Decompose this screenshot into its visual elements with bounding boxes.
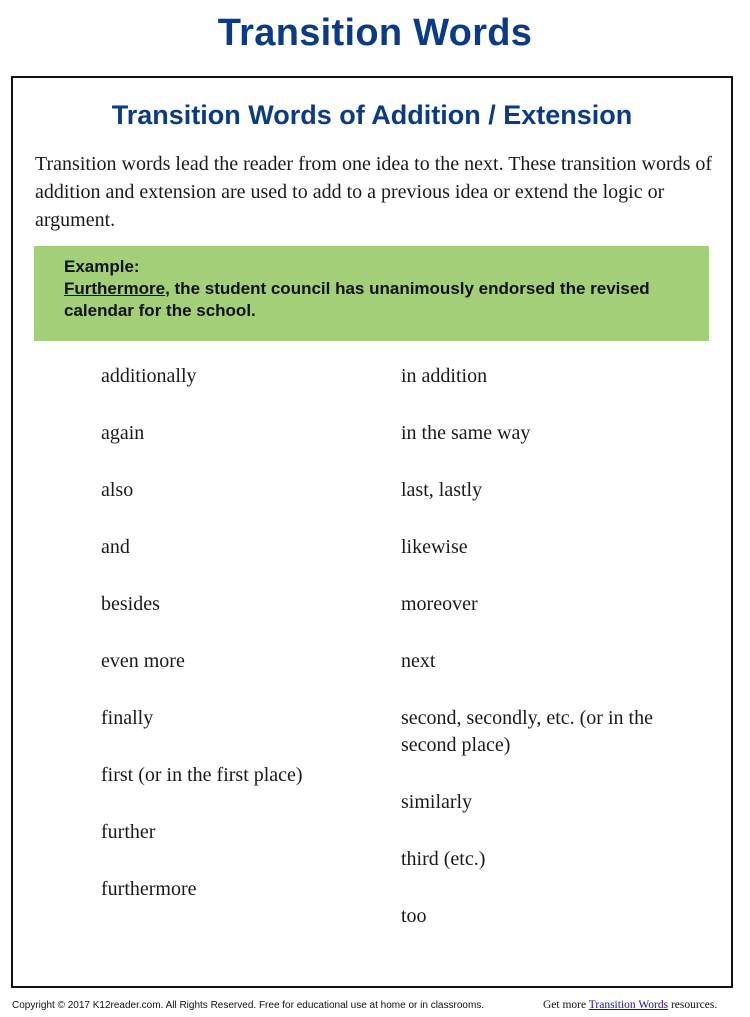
word-item: second, secondly, etc. (or in the second place): [401, 707, 653, 756]
word-item: first (or in the first place): [101, 764, 303, 786]
intro-paragraph: Transition words lead the reader from one idea to the next. These transition words of addition and extension are used to add to a previous idea or extend the logic or argument.: [35, 153, 713, 231]
word-item: likewise: [401, 536, 468, 558]
section-title: Transition Words of Addition / Extension: [111, 100, 633, 130]
example-keyword: Furthermore: [64, 279, 166, 298]
example-label: Example:: [64, 257, 140, 276]
word-item: third (etc.): [401, 848, 486, 870]
word-item: besides: [101, 593, 160, 615]
more-suffix: resources.: [668, 999, 718, 1011]
word-item: finally: [101, 707, 154, 729]
word-item: too: [401, 905, 427, 927]
more-prefix: Get more: [543, 999, 589, 1011]
word-item: next: [401, 650, 436, 672]
word-item: last, lastly: [401, 479, 483, 501]
word-item: and: [101, 536, 130, 558]
transition-words-link[interactable]: Transition Words: [588, 999, 669, 1011]
word-item: even more: [101, 650, 185, 672]
word-item: further: [101, 821, 156, 843]
page-title: Transition Words: [217, 12, 533, 54]
more-resources: [543, 999, 717, 1011]
copyright-text: Copyright © 2017 K12reader.com. All Rights Reserved. Free for educational use at home or in classrooms.: [12, 1000, 485, 1011]
word-item: in addition: [401, 365, 488, 387]
word-item: additionally: [101, 365, 197, 387]
word-item: again: [101, 422, 145, 444]
example-box: [34, 246, 709, 341]
example-sentence-rest: , the student council has unanimously endorsed the revised calendar for the school.: [64, 279, 650, 320]
word-item: also: [101, 479, 134, 501]
worksheet-frame: [11, 76, 733, 988]
word-item: similarly: [401, 791, 473, 813]
word-item: moreover: [401, 593, 478, 615]
example-sentence: [64, 278, 679, 322]
word-item: in the same way: [401, 422, 531, 444]
word-item: furthermore: [101, 878, 197, 900]
